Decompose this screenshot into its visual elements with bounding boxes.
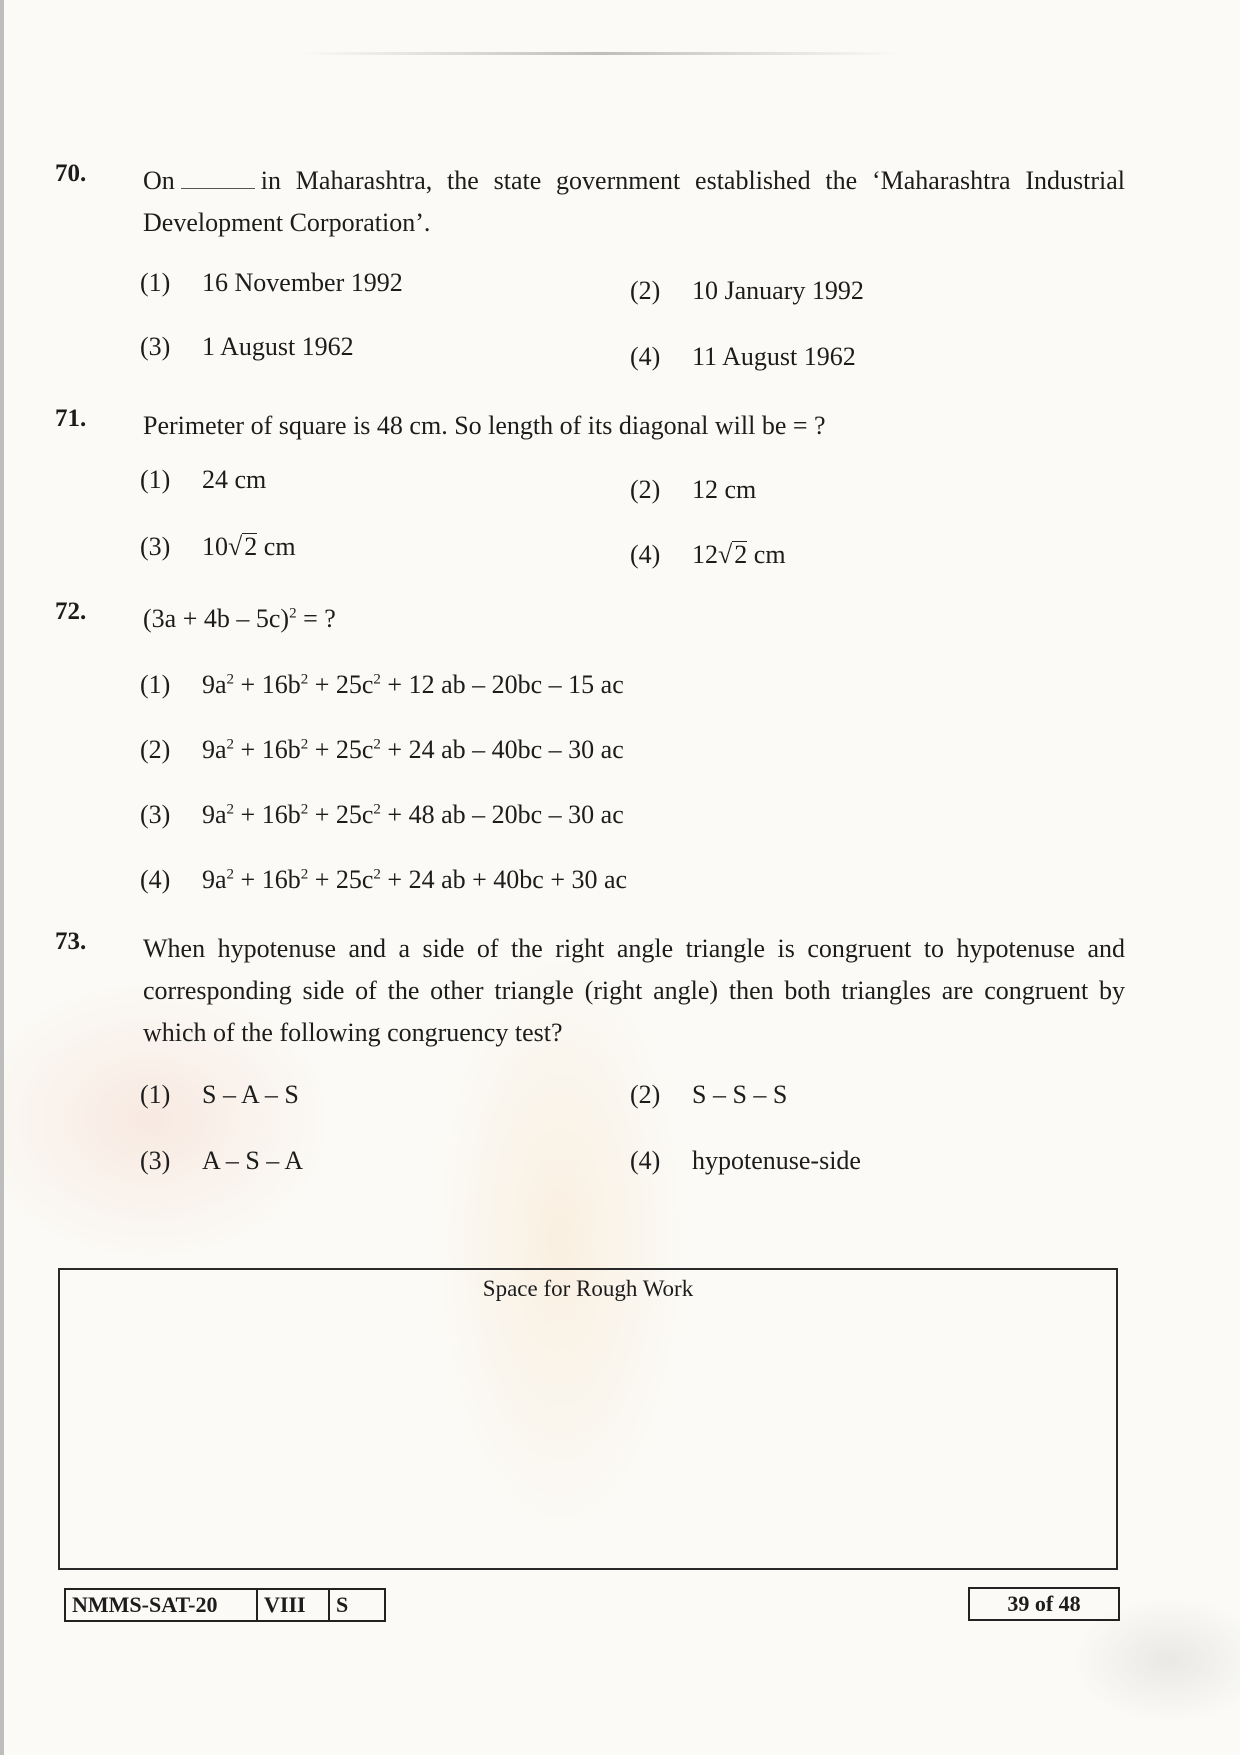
- sqrt-symbol: √: [228, 532, 243, 561]
- option-number: (2): [630, 276, 661, 305]
- exponent: 2: [300, 671, 309, 688]
- option-coefficient: 12: [692, 540, 718, 569]
- option-text: A – S – A: [202, 1146, 304, 1175]
- page-number: 39 of 48: [968, 1587, 1120, 1621]
- option: [140, 800, 624, 830]
- rough-work-title: Space for Rough Work: [482, 1276, 694, 1301]
- option-number: (1): [140, 670, 171, 699]
- term: + 12 ab – 20bc – 15 ac: [380, 670, 624, 699]
- term: + 16b: [234, 670, 301, 699]
- term: + 24 ab + 40bc + 30 ac: [380, 865, 628, 894]
- expression-base: (3a + 4b – 5c): [143, 604, 290, 633]
- fill-in-blank: [181, 168, 255, 189]
- question-text: [143, 598, 1125, 640]
- option-text: 24 cm: [202, 465, 267, 494]
- rough-work-box: [58, 1268, 1118, 1570]
- option-number: (1): [140, 465, 171, 494]
- set-label: S: [328, 1590, 384, 1620]
- term: 9a: [202, 865, 227, 894]
- option: [140, 1146, 303, 1176]
- exponent: 2: [373, 671, 381, 688]
- option-unit: cm: [263, 532, 296, 561]
- exponent: 2: [373, 801, 381, 818]
- option-radicand: 2: [734, 540, 748, 569]
- exponent: 2: [373, 736, 381, 753]
- option-number: (2): [630, 475, 661, 504]
- option-number: (2): [630, 1080, 661, 1109]
- term: + 25c: [308, 800, 374, 829]
- term: + 16b: [234, 865, 301, 894]
- exponent: 2: [226, 866, 235, 883]
- term: + 48 ab – 20bc – 30 ac: [380, 800, 624, 829]
- option-number: (1): [140, 1080, 171, 1109]
- option: [630, 276, 864, 306]
- option: [630, 342, 856, 372]
- term: + 16b: [234, 800, 301, 829]
- option-text: S – A – S: [202, 1080, 299, 1109]
- option-number: (4): [140, 865, 171, 894]
- exponent: 2: [289, 605, 297, 622]
- option: [630, 1146, 861, 1176]
- question-text: [143, 160, 1125, 244]
- option-number: (4): [630, 342, 661, 371]
- paper-code-box: [64, 1588, 386, 1622]
- option: [140, 865, 627, 895]
- exponent: 2: [300, 866, 309, 883]
- term: + 25c: [308, 735, 374, 764]
- option-number: (2): [140, 735, 171, 764]
- term: 9a: [202, 800, 227, 829]
- expression-tail: = ?: [296, 604, 336, 633]
- option-coefficient: 10: [202, 532, 228, 561]
- option: [630, 475, 756, 505]
- option: [140, 465, 266, 495]
- option: [140, 670, 624, 700]
- exponent: 2: [226, 801, 235, 818]
- term: + 25c: [308, 670, 374, 699]
- option-text: 12 cm: [692, 475, 757, 504]
- term: 9a: [202, 670, 227, 699]
- option: [140, 1080, 299, 1110]
- sqrt-symbol: √: [718, 540, 733, 569]
- question-number: 71.: [55, 405, 87, 432]
- option-text: 16 November 1992: [202, 268, 403, 297]
- option: [140, 532, 296, 562]
- option-unit: cm: [753, 540, 786, 569]
- question-text: When hypotenuse and a side of the right angle triangle is congruent to hypotenuse and corresponding side of the other triangle (right angle) then both triangles are congruent by which of the following congruency test?: [143, 934, 1125, 1047]
- option-text: S – S – S: [692, 1080, 788, 1109]
- option-number: (4): [630, 540, 661, 569]
- option: [630, 1080, 787, 1110]
- option: [140, 268, 403, 298]
- question-text-start: On: [143, 166, 175, 195]
- exponent: 2: [300, 736, 309, 753]
- option-text: 11 August 1962: [692, 342, 856, 371]
- option-number: (1): [140, 268, 171, 297]
- option-number: (3): [140, 532, 171, 561]
- option: [140, 332, 354, 362]
- option: [630, 540, 786, 570]
- term: + 25c: [308, 865, 374, 894]
- option-number: (4): [630, 1146, 661, 1175]
- option-number: (3): [140, 332, 171, 361]
- question-text: Perimeter of square is 48 cm. So length of its diagonal will be = ?: [143, 411, 826, 440]
- question-number: 72.: [55, 598, 87, 625]
- exponent: 2: [226, 736, 235, 753]
- scan-edge: [0, 0, 4, 1755]
- question-text-end: in Maharashtra, the state government established the ‘Maharashtra Industrial Development Corporation’.: [143, 166, 1125, 237]
- term: + 24 ab – 40bc – 30 ac: [380, 735, 624, 764]
- option-text: 10 January 1992: [692, 276, 864, 305]
- exponent: 2: [226, 671, 235, 688]
- option-text: hypotenuse-side: [692, 1146, 861, 1175]
- paper-code: NMMS-SAT-20: [72, 1592, 218, 1617]
- term: 9a: [202, 735, 227, 764]
- question-number: 73.: [55, 928, 87, 955]
- exponent: 2: [300, 801, 309, 818]
- option-text: 1 August 1962: [202, 332, 354, 361]
- exponent: 2: [373, 866, 381, 883]
- option-number: (3): [140, 1146, 171, 1175]
- term: + 16b: [234, 735, 301, 764]
- class-label: VIII: [256, 1590, 328, 1620]
- option: [140, 735, 624, 765]
- question-number: 70.: [55, 160, 87, 187]
- option-number: (3): [140, 800, 171, 829]
- option-radicand: 2: [244, 532, 258, 561]
- scan-smudge: [300, 52, 900, 55]
